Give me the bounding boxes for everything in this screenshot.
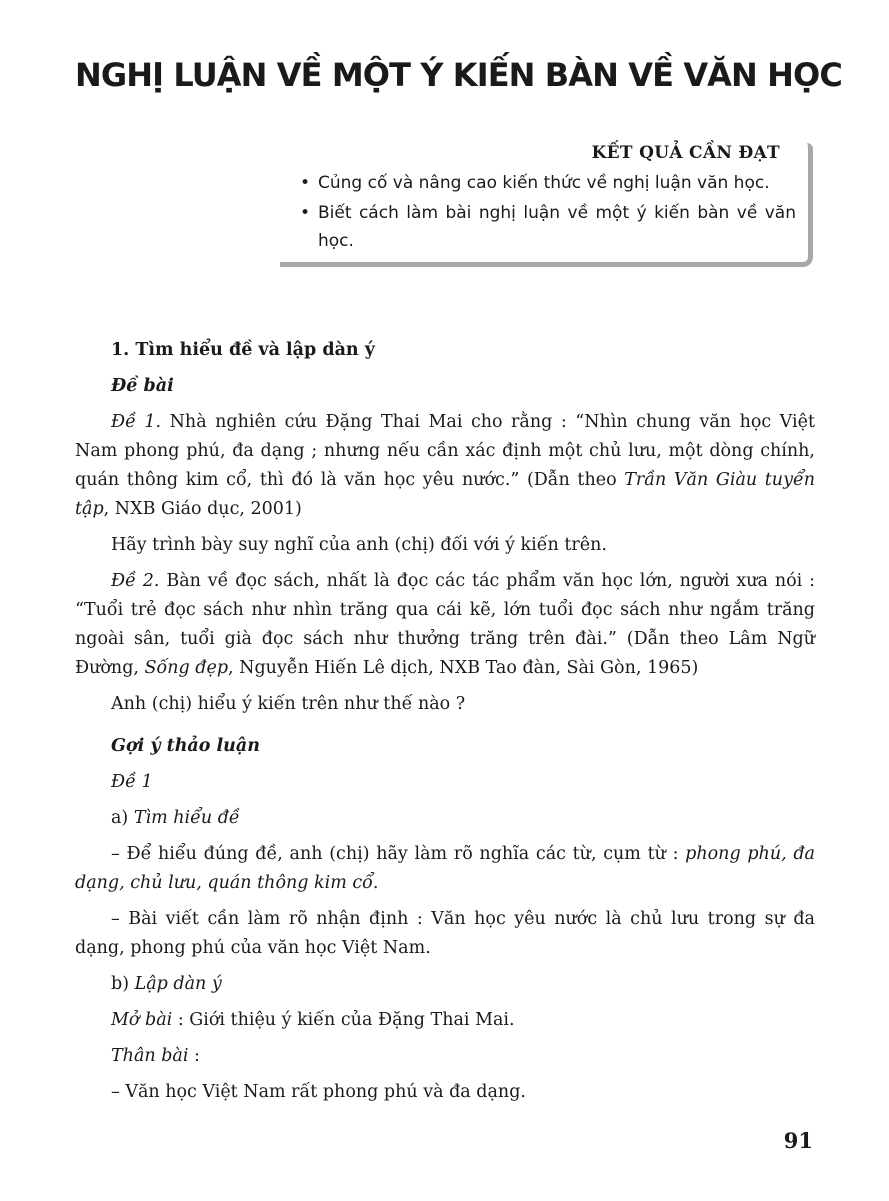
- section-heading: 1. Tìm hiểu đề và lập dàn ý: [111, 340, 375, 360]
- page-title: [75, 56, 842, 94]
- de1-paragraph: [75, 408, 815, 524]
- part-a-bullet-1: [75, 840, 815, 898]
- part-a-label: Tìm hiểu đề: [133, 808, 240, 828]
- than-bai-colon: :: [188, 1046, 200, 1066]
- de1-text-a: Nhà nghiên cứu Đặng Thai Mai cho rằng : “Nhìn chung văn học Việt Nam phong phú, đa dạng ; nhưng nếu cần xác định một chủ lưu, một dòng chính, quán thông kim cổ, thì đó là văn học yêu nước.” (Dẫn theo: [75, 412, 815, 490]
- learning-goal-item: • Biết cách làm bài nghị luận về một ý kiến bàn về văn học.: [300, 199, 796, 255]
- mo-bai-text: : Giới thiệu ý kiến của Đặng Thai Mai.: [172, 1010, 515, 1030]
- de2-text-b: , Nguyễn Hiến Lê dịch, NXB Tao đàn, Sài Gòn, 1965): [228, 658, 699, 678]
- de1-label: Đề 1.: [111, 412, 162, 432]
- learning-goal-item: • Củng cố và nâng cao kiến thức về nghị luận văn học.: [300, 169, 796, 197]
- de2-label: Đề 2.: [111, 571, 160, 591]
- de2-paragraph: [75, 567, 815, 683]
- part-a-bullet-1-terms: phong phú, đa dạng, chủ lưu, quán thông kim cổ.: [75, 844, 815, 893]
- part-b-heading: [75, 970, 815, 999]
- part-b-prefix: b): [111, 974, 135, 994]
- than-bai-point-1: – Văn học Việt Nam rất phong phú và đa dạng.: [111, 1082, 526, 1102]
- de1-task: Hãy trình bày suy nghĩ của anh (chị) đối với ý kiến trên.: [111, 535, 607, 555]
- de2-text-a: Bàn về đọc sách, nhất là đọc các tác phẩm văn học lớn, người xưa nói : “Tuổi trẻ đọc sách như nhìn trăng qua cái kẽ, lớn tuổi đọc sách như ngắm trăng ngoài sân, tuổi già đọc sách như thưởng trăng trên đài.” (Dẫn theo Lâm Ngữ Đường,: [75, 571, 815, 678]
- part-a-bullet-1-text: – Để hiểu đúng đề, anh (chị) hãy làm rõ nghĩa các từ, cụm từ :: [111, 844, 686, 864]
- than-bai-line: [75, 1042, 815, 1071]
- part-a-heading: [75, 804, 815, 833]
- de-bai-label: Đề bài: [111, 376, 174, 396]
- mo-bai-line: [75, 1006, 815, 1035]
- part-a-prefix: a): [111, 808, 134, 828]
- than-bai-label: Thân bài: [111, 1046, 189, 1066]
- de1-source-title: Trần Văn Giàu tuyển tập: [75, 470, 815, 519]
- goi-y-label: Gợi ý thảo luận: [111, 736, 260, 756]
- de1-subheading: Đề 1: [111, 772, 153, 792]
- de2-source-title: Sống đẹp: [144, 658, 229, 678]
- mo-bai-label: Mở bài: [111, 1010, 173, 1030]
- main-content: [75, 336, 815, 1114]
- learning-goals-list: [300, 169, 796, 257]
- part-a-bullet-2: – Bài viết cần làm rõ nhận định : Văn học yêu nước là chủ lưu trong sự đa dạng, phong phú của văn học Việt Nam.: [75, 909, 815, 958]
- de1-text-b: , NXB Giáo dục, 2001): [103, 499, 302, 519]
- part-b-label: Lập dàn ý: [134, 974, 222, 994]
- learning-goals-box: [280, 143, 813, 267]
- learning-goals-heading: KẾT QUẢ CẦN ĐẠT: [591, 143, 780, 163]
- page-title-text: NGHỊ LUẬN VỀ MỘT Ý KIẾN BÀN VỀ VĂN HỌC: [75, 56, 842, 94]
- de2-task: Anh (chị) hiểu ý kiến trên như thế nào ?: [111, 694, 466, 714]
- page-number: 91: [783, 1128, 813, 1153]
